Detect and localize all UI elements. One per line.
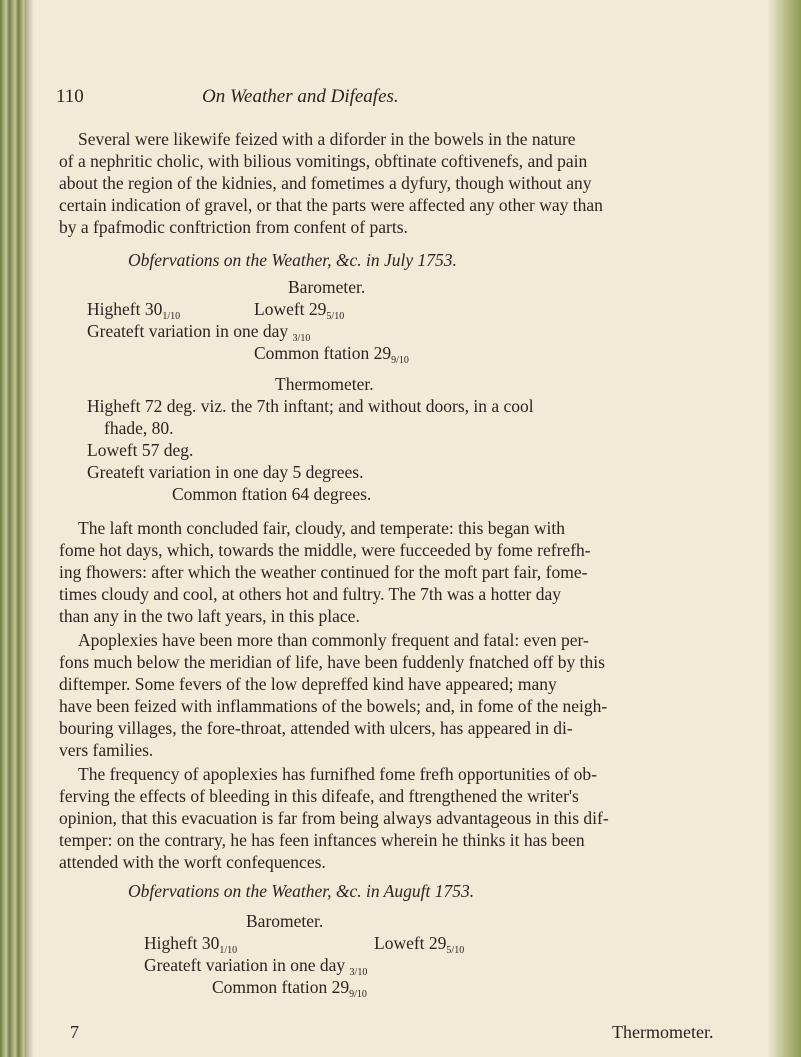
p2-line-3: ing fhowers: after which the weather continued for the moft part fair, fome- [59, 562, 588, 582]
july-heading: Obfervations on the Weather, &c. in July 1753. [128, 250, 457, 270]
running-title: On Weather and Difeafes. [202, 86, 399, 107]
august-barometer-low [374, 932, 464, 959]
p3-line-3: diftemper. Some fevers of the low depreffed kind have appeared; many [59, 674, 557, 694]
catchword: Thermometer. [612, 1022, 714, 1042]
july-barometer-title: Barometer. [288, 277, 366, 297]
july-thermometer-high-cont: fhade, 80. [104, 418, 174, 438]
july-barometer-variation-fraction: 3/10 [292, 333, 311, 344]
august-barometer-high-label: Higheft 30 [144, 933, 220, 953]
page-right-edge [767, 0, 801, 1057]
july-barometer-common-label: Common ftation 29 [254, 343, 392, 363]
july-barometer-low-label: Loweft 29 [254, 299, 327, 319]
august-barometer-title: Barometer. [246, 911, 324, 931]
p3-line-6: vers families. [59, 740, 154, 760]
august-heading: Obfervations on the Weather, &c. in Auguft 1753. [128, 881, 475, 901]
august-barometer-common [212, 976, 367, 1003]
august-barometer-common-label: Common ftation 29 [212, 977, 350, 997]
p4-line-3: opinion, that this evacuation is far from being always advantageous in this dif- [59, 808, 609, 828]
book-binding-edge [0, 0, 26, 1057]
page-number: 110 [56, 86, 84, 107]
p1-line-3: about the region of the kidnies, and fometimes a dyfury, though without any [59, 173, 592, 193]
p1-line-5: by a fpafmodic conftriction from confent of parts. [59, 217, 408, 237]
p4-line-1: The frequency of apoplexies has furnifhed fome frefh opportunities of ob- [78, 764, 597, 784]
july-thermometer-variation: Greateft variation in one day 5 degrees. [87, 462, 364, 482]
p1-line-1: Several were likewife feized with a diforder in the bowels in the nature [78, 129, 576, 149]
p3-line-2: fons much below the meridian of life, have been fuddenly fnatched off by this [59, 652, 605, 672]
july-barometer-high-fraction: 1/10 [162, 311, 181, 322]
signature-mark: 7 [70, 1022, 79, 1042]
august-barometer-variation-label: Greateft variation in one day [144, 955, 346, 975]
p4-line-4: temper: on the contrary, he has feen inftances wherein he thinks it has been [59, 830, 585, 850]
july-barometer-common [254, 342, 409, 369]
july-barometer-high-label: Higheft 30 [87, 299, 163, 319]
p2-line-4: times cloudy and cool, at others hot and fultry. The 7th was a hotter day [59, 584, 562, 604]
august-barometer-low-fraction: 5/10 [446, 945, 465, 956]
august-barometer-high-fraction: 1/10 [219, 945, 238, 956]
p4-line-5: attended with the worft confequences. [59, 852, 326, 872]
p2-line-2: fome hot days, which, towards the middle, were fucceeded by fome refrefh- [59, 540, 591, 560]
p1-line-2: of a nephritic cholic, with bilious vomitings, obftinate coftivenefs, and pain [59, 151, 588, 171]
july-barometer-variation-label: Greateft variation in one day [87, 321, 289, 341]
p1-line-4: certain indication of gravel, or that the parts were affected any other way than [59, 195, 603, 215]
july-thermometer-low: Loweft 57 deg. [87, 440, 194, 460]
july-barometer-common-fraction: 9/10 [391, 355, 409, 366]
july-thermometer-title: Thermometer. [275, 374, 374, 394]
p2-line-1: The laft month concluded fair, cloudy, and temperate: this began with [78, 518, 566, 538]
august-barometer-low-label: Loweft 29 [374, 933, 447, 953]
p2-line-5: than any in the two laft years, in this place. [59, 606, 360, 626]
july-barometer-low-fraction: 5/10 [326, 311, 345, 322]
august-barometer-common-fraction: 9/10 [349, 989, 367, 1000]
p3-line-5: bouring villages, the fore-throat, attended with ulcers, has appeared in di- [59, 718, 573, 738]
p3-line-1: Apoplexies have been more than commonly frequent and fatal: even per- [78, 630, 589, 650]
august-barometer-variation-fraction: 3/10 [349, 967, 368, 978]
page-header [56, 86, 756, 110]
july-thermometer-high: Higheft 72 deg. viz. the 7th inftant; and without doors, in a cool [87, 396, 534, 416]
p3-line-4: have been feized with inflammations of the bowels; and, in fome of the neigh- [59, 696, 608, 716]
p4-line-2: ferving the effects of bleeding in this difeafe, and ftrengthened the writer's [59, 786, 579, 806]
july-thermometer-common: Common ftation 64 degrees. [172, 484, 372, 504]
